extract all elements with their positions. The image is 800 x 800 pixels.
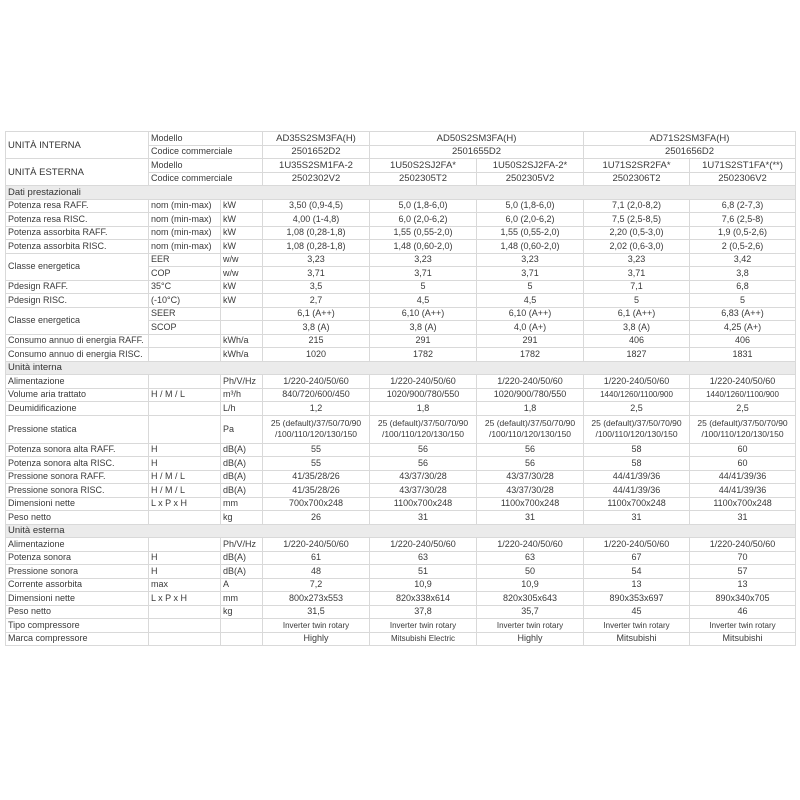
row-value: 1020/900/780/550: [370, 388, 477, 402]
row-label: Potenza assorbita RISC.: [6, 240, 149, 254]
table-row: [6, 457, 796, 471]
row-unit: kW: [221, 226, 263, 240]
table-row: [6, 443, 796, 457]
row-unit: Pa: [221, 415, 263, 443]
row-condition: [149, 605, 221, 619]
row-value: 6,0 (2,0-6,2): [477, 213, 584, 227]
outdoor-code: 2502306T2: [584, 172, 690, 186]
row-value: 58: [584, 443, 690, 457]
indoor-code: 2501656D2: [584, 145, 796, 159]
row-value: 51: [370, 565, 477, 579]
row-value: 25 (default)/37/50/70/90 /100/110/120/130/150: [690, 415, 796, 443]
table-row: [6, 253, 796, 267]
row-value: Mitsubishi Electric: [370, 632, 477, 646]
row-value: 1,9 (0,5-2,6): [690, 226, 796, 240]
row-value: 44/41/39/36: [690, 470, 796, 484]
row-value: 63: [370, 551, 477, 565]
row-value: 1/220-240/50/60: [263, 375, 370, 389]
row-condition: [149, 402, 221, 416]
row-value: 6,1 (A++): [263, 307, 370, 321]
row-value: 1782: [370, 348, 477, 362]
outdoor-code: 2502302V2: [263, 172, 370, 186]
row-condition: H / M / L: [149, 470, 221, 484]
row-value: Mitsubishi: [584, 632, 690, 646]
table-row: [6, 632, 796, 646]
row-label: Potenza sonora alta RISC.: [6, 457, 149, 471]
row-value: 56: [370, 443, 477, 457]
row-value: 3,71: [477, 267, 584, 281]
row-label: Volume aria trattato: [6, 388, 149, 402]
row-value: 3,50 (0,9-4,5): [263, 199, 370, 213]
row-value: 31,5: [263, 605, 370, 619]
section-title: Unità esterna: [6, 524, 796, 538]
row-value: 1,8: [477, 402, 584, 416]
row-unit: [221, 619, 263, 633]
row-value: 44/41/39/36: [690, 484, 796, 498]
table-row: [6, 388, 796, 402]
row-label: Potenza resa RISC.: [6, 213, 149, 227]
row-value: 3,5: [263, 280, 370, 294]
row-condition: nom (min-max): [149, 226, 221, 240]
row-label: Peso netto: [6, 605, 149, 619]
row-condition: [149, 538, 221, 552]
row-value: 1/220-240/50/60: [690, 375, 796, 389]
row-value: 6,83 (A++): [690, 307, 796, 321]
row-value: 1100x700x248: [370, 497, 477, 511]
outdoor-code: 2502306V2: [690, 172, 796, 186]
row-value: 31: [477, 511, 584, 525]
row-value: 31: [370, 511, 477, 525]
row-condition: L x P x H: [149, 592, 221, 606]
row-value: 2 (0,5-2,6): [690, 240, 796, 254]
section-title: Dati prestazionali: [6, 186, 796, 200]
table-row: [6, 619, 796, 633]
row-value: 1440/1260/1100/900: [584, 388, 690, 402]
row-value: 4,5: [370, 294, 477, 308]
row-value: 3,8 (A): [584, 321, 690, 335]
table-row: [6, 348, 796, 362]
row-value: 2,02 (0,6-3,0): [584, 240, 690, 254]
row-value: 1,48 (0,60-2,0): [477, 240, 584, 254]
row-value: 7,6 (2,5-8): [690, 213, 796, 227]
row-value: Inverter twin rotary: [370, 619, 477, 633]
row-label: Pdesign RAFF.: [6, 280, 149, 294]
row-value: Inverter twin rotary: [263, 619, 370, 633]
row-condition: SCOP: [149, 321, 221, 335]
row-value: 1/220-240/50/60: [370, 375, 477, 389]
row-value: 3,23: [370, 253, 477, 267]
row-value: 7,1: [584, 280, 690, 294]
row-value: 25 (default)/37/50/70/90 /100/110/120/130/150: [477, 415, 584, 443]
row-unit: [221, 321, 263, 335]
section-row: [6, 524, 796, 538]
row-value: 56: [477, 443, 584, 457]
row-value: 45: [584, 605, 690, 619]
row-unit: dB(A): [221, 470, 263, 484]
row-value: 4,0 (A+): [477, 321, 584, 335]
table-row: [6, 402, 796, 416]
row-value: 1/220-240/50/60: [370, 538, 477, 552]
table-row: [6, 240, 796, 254]
row-value: 31: [584, 511, 690, 525]
row-label: Alimentazione: [6, 538, 149, 552]
row-value: 35,7: [477, 605, 584, 619]
row-condition: H / M / L: [149, 484, 221, 498]
row-value: 3,8: [690, 267, 796, 281]
table-row: [6, 538, 796, 552]
row-value: 820x305x643: [477, 592, 584, 606]
row-value: 3,8 (A): [370, 321, 477, 335]
row-label: Consumo annuo di energia RAFF.: [6, 334, 149, 348]
row-value: 1/220-240/50/60: [584, 375, 690, 389]
row-unit: w/w: [221, 267, 263, 281]
row-value: 55: [263, 457, 370, 471]
row-value: 25 (default)/37/50/70/90 /100/110/120/130/150: [370, 415, 477, 443]
row-condition: [149, 632, 221, 646]
row-value: 4,00 (1-4,8): [263, 213, 370, 227]
row-value: 1827: [584, 348, 690, 362]
row-condition: max: [149, 578, 221, 592]
row-label: Pressione sonora: [6, 565, 149, 579]
row-value: 5,0 (1,8-6,0): [477, 199, 584, 213]
row-value: 1/220-240/50/60: [477, 375, 584, 389]
row-value: 48: [263, 565, 370, 579]
row-value: 3,23: [477, 253, 584, 267]
row-label: Consumo annuo di energia RISC.: [6, 348, 149, 362]
table-row: [6, 592, 796, 606]
row-label: Pressione sonora RAFF.: [6, 470, 149, 484]
row-value: 1,8: [370, 402, 477, 416]
row-unit: kWh/a: [221, 348, 263, 362]
row-unit: dB(A): [221, 484, 263, 498]
outdoor-model: 1U71S2ST1FA*(**): [690, 159, 796, 173]
row-value: 37,8: [370, 605, 477, 619]
row-label: Classe energetica: [6, 253, 149, 280]
row-value: 1782: [477, 348, 584, 362]
row-condition: nom (min-max): [149, 213, 221, 227]
row-value: 1,55 (0,55-2,0): [477, 226, 584, 240]
row-value: 7,2: [263, 578, 370, 592]
row-value: 41/35/28/26: [263, 484, 370, 498]
row-value: 2,20 (0,5-3,0): [584, 226, 690, 240]
table-row: [6, 497, 796, 511]
row-value: 291: [477, 334, 584, 348]
table-row: [6, 280, 796, 294]
table-row: [6, 578, 796, 592]
row-unit: kW: [221, 213, 263, 227]
row-value: Inverter twin rotary: [477, 619, 584, 633]
row-value: 26: [263, 511, 370, 525]
row-value: 31: [690, 511, 796, 525]
row-value: 67: [584, 551, 690, 565]
row-value: 3,23: [584, 253, 690, 267]
row-label: Corrente assorbita: [6, 578, 149, 592]
table-row: [6, 307, 796, 321]
table-row: [6, 484, 796, 498]
row-condition: [149, 511, 221, 525]
row-unit: dB(A): [221, 457, 263, 471]
row-value: 1100x700x248: [477, 497, 584, 511]
row-label: Tipo compressore: [6, 619, 149, 633]
row-value: 406: [584, 334, 690, 348]
row-value: 6,10 (A++): [477, 307, 584, 321]
row-value: 1100x700x248: [584, 497, 690, 511]
row-value: 1/220-240/50/60: [584, 538, 690, 552]
outdoor-model: 1U71S2SR2FA*: [584, 159, 690, 173]
table-row: [6, 294, 796, 308]
row-condition: H: [149, 551, 221, 565]
row-unit: mm: [221, 592, 263, 606]
row-label: Marca compressore: [6, 632, 149, 646]
row-value: 5,0 (1,8-6,0): [370, 199, 477, 213]
row-value: 41/35/28/26: [263, 470, 370, 484]
row-unit: w/w: [221, 253, 263, 267]
row-value: 13: [584, 578, 690, 592]
row-value: 56: [370, 457, 477, 471]
row-condition: H: [149, 443, 221, 457]
row-value: 3,23: [263, 253, 370, 267]
row-value: 291: [370, 334, 477, 348]
row-unit: kg: [221, 511, 263, 525]
row-value: 54: [584, 565, 690, 579]
row-value: 1020: [263, 348, 370, 362]
row-unit: A: [221, 578, 263, 592]
table-row: [6, 470, 796, 484]
row-value: 2,5: [690, 402, 796, 416]
row-value: 61: [263, 551, 370, 565]
row-label: Classe energetica: [6, 307, 149, 334]
row-condition: H / M / L: [149, 388, 221, 402]
row-unit: kW: [221, 294, 263, 308]
outdoor-model: 1U50S2SJ2FA-2*: [477, 159, 584, 173]
row-value: 3,71: [370, 267, 477, 281]
row-label: Potenza sonora: [6, 551, 149, 565]
row-label: Dimensioni nette: [6, 592, 149, 606]
outdoor-code: 2502305T2: [370, 172, 477, 186]
outdoor-model: 1U50S2SJ2FA*: [370, 159, 477, 173]
table-row: [6, 511, 796, 525]
row-value: 56: [477, 457, 584, 471]
row-value: 58: [584, 457, 690, 471]
row-value: 10,9: [370, 578, 477, 592]
row-condition: [149, 415, 221, 443]
row-label: Pressione statica: [6, 415, 149, 443]
outdoor-unit-label: UNITÀ ESTERNA: [6, 159, 149, 186]
row-label: Potenza assorbita RAFF.: [6, 226, 149, 240]
row-value: 3,42: [690, 253, 796, 267]
row-value: 1,08 (0,28-1,8): [263, 226, 370, 240]
row-value: 43/37/30/28: [370, 484, 477, 498]
row-label: Alimentazione: [6, 375, 149, 389]
section-title: Unità interna: [6, 361, 796, 375]
table-row: [6, 375, 796, 389]
row-value: 1/220-240/50/60: [477, 538, 584, 552]
row-value: Highly: [477, 632, 584, 646]
row-label: Dimensioni nette: [6, 497, 149, 511]
row-unit: kWh/a: [221, 334, 263, 348]
row-unit: dB(A): [221, 565, 263, 579]
indoor-unit-label: UNITÀ INTERNA: [6, 132, 149, 159]
code-label: Codice commerciale: [149, 172, 263, 186]
row-value: 50: [477, 565, 584, 579]
row-value: 3,8 (A): [263, 321, 370, 335]
row-unit: [221, 307, 263, 321]
row-condition: [149, 348, 221, 362]
row-label: Potenza sonora alta RAFF.: [6, 443, 149, 457]
row-unit: kW: [221, 280, 263, 294]
code-label: Codice commerciale: [149, 145, 263, 159]
row-value: 13: [690, 578, 796, 592]
row-value: 406: [690, 334, 796, 348]
row-value: 10,9: [477, 578, 584, 592]
indoor-model: AD50S2SM3FA(H): [370, 132, 584, 146]
row-value: 1,55 (0,55-2,0): [370, 226, 477, 240]
model-label: Modello: [149, 159, 263, 173]
row-value: 215: [263, 334, 370, 348]
row-value: 890x340x705: [690, 592, 796, 606]
row-value: 1020/900/780/550: [477, 388, 584, 402]
row-unit: kg: [221, 605, 263, 619]
row-label: Pdesign RISC.: [6, 294, 149, 308]
row-value: Highly: [263, 632, 370, 646]
row-value: 57: [690, 565, 796, 579]
row-value: 63: [477, 551, 584, 565]
row-unit: kW: [221, 240, 263, 254]
row-value: Inverter twin rotary: [584, 619, 690, 633]
row-unit: dB(A): [221, 551, 263, 565]
row-value: 800x273x553: [263, 592, 370, 606]
row-value: 6,8: [690, 280, 796, 294]
row-value: 1,2: [263, 402, 370, 416]
row-label: Peso netto: [6, 511, 149, 525]
spec-table: [5, 131, 796, 646]
table-row: [6, 551, 796, 565]
row-value: 5: [477, 280, 584, 294]
row-value: 1831: [690, 348, 796, 362]
row-value: 55: [263, 443, 370, 457]
row-value: 1,48 (0,60-2,0): [370, 240, 477, 254]
indoor-model: AD35S2SM3FA(H): [263, 132, 370, 146]
table-row: [6, 565, 796, 579]
row-value: 2,5: [584, 402, 690, 416]
row-value: 4,25 (A+): [690, 321, 796, 335]
section-row: [6, 361, 796, 375]
row-value: 1/220-240/50/60: [690, 538, 796, 552]
row-condition: EER: [149, 253, 221, 267]
row-value: 1440/1260/1100/900: [690, 388, 796, 402]
row-value: 6,10 (A++): [370, 307, 477, 321]
row-condition: L x P x H: [149, 497, 221, 511]
row-value: 5: [370, 280, 477, 294]
section-row: [6, 186, 796, 200]
row-condition: 35°C: [149, 280, 221, 294]
row-value: 5: [584, 294, 690, 308]
table-row: [6, 415, 796, 443]
row-value: 25 (default)/37/50/70/90 /100/110/120/130/150: [263, 415, 370, 443]
row-condition: nom (min-max): [149, 240, 221, 254]
row-condition: [149, 375, 221, 389]
row-unit: m³/h: [221, 388, 263, 402]
row-condition: SEER: [149, 307, 221, 321]
row-value: 6,0 (2,0-6,2): [370, 213, 477, 227]
row-value: 700x700x248: [263, 497, 370, 511]
row-value: Mitsubishi: [690, 632, 796, 646]
row-condition: (-10°C): [149, 294, 221, 308]
indoor-model: AD71S2SM3FA(H): [584, 132, 796, 146]
row-value: 4,5: [477, 294, 584, 308]
row-value: 6,8 (2-7,3): [690, 199, 796, 213]
row-value: 1/220-240/50/60: [263, 538, 370, 552]
row-value: 43/37/30/28: [370, 470, 477, 484]
table-row: [6, 226, 796, 240]
row-label: Deumidificazione: [6, 402, 149, 416]
row-value: 840/720/600/450: [263, 388, 370, 402]
row-unit: dB(A): [221, 443, 263, 457]
row-value: 5: [690, 294, 796, 308]
row-value: 6,1 (A++): [584, 307, 690, 321]
outdoor-model: 1U35S2SM1FA-2: [263, 159, 370, 173]
model-label: Modello: [149, 132, 263, 146]
row-value: 70: [690, 551, 796, 565]
row-value: 60: [690, 443, 796, 457]
row-label: Pressione sonora RISC.: [6, 484, 149, 498]
indoor-code: 2501655D2: [370, 145, 584, 159]
row-value: 2,7: [263, 294, 370, 308]
table-row: [6, 199, 796, 213]
row-value: 1,08 (0,28-1,8): [263, 240, 370, 254]
row-value: 1100x700x248: [690, 497, 796, 511]
table-row: [6, 213, 796, 227]
row-value: 60: [690, 457, 796, 471]
row-unit: L/h: [221, 402, 263, 416]
row-value: 7,1 (2,0-8,2): [584, 199, 690, 213]
row-unit: mm: [221, 497, 263, 511]
row-condition: [149, 619, 221, 633]
table-row: [6, 334, 796, 348]
row-value: Inverter twin rotary: [690, 619, 796, 633]
row-condition: H: [149, 565, 221, 579]
row-unit: Ph/V/Hz: [221, 375, 263, 389]
row-unit: kW: [221, 199, 263, 213]
row-value: 890x353x697: [584, 592, 690, 606]
row-value: 7,5 (2,5-8,5): [584, 213, 690, 227]
row-value: 46: [690, 605, 796, 619]
row-label: Potenza resa RAFF.: [6, 199, 149, 213]
row-value: 43/37/30/28: [477, 484, 584, 498]
row-value: 43/37/30/28: [477, 470, 584, 484]
row-unit: Ph/V/Hz: [221, 538, 263, 552]
row-value: 3,71: [263, 267, 370, 281]
row-condition: H: [149, 457, 221, 471]
row-condition: [149, 334, 221, 348]
row-value: 25 (default)/37/50/70/90 /100/110/120/130/150: [584, 415, 690, 443]
row-condition: COP: [149, 267, 221, 281]
row-value: 3,71: [584, 267, 690, 281]
row-value: 44/41/39/36: [584, 484, 690, 498]
indoor-code: 2501652D2: [263, 145, 370, 159]
row-value: 44/41/39/36: [584, 470, 690, 484]
table-row: [6, 605, 796, 619]
outdoor-code: 2502305V2: [477, 172, 584, 186]
row-value: 820x338x614: [370, 592, 477, 606]
row-condition: nom (min-max): [149, 199, 221, 213]
row-unit: [221, 632, 263, 646]
